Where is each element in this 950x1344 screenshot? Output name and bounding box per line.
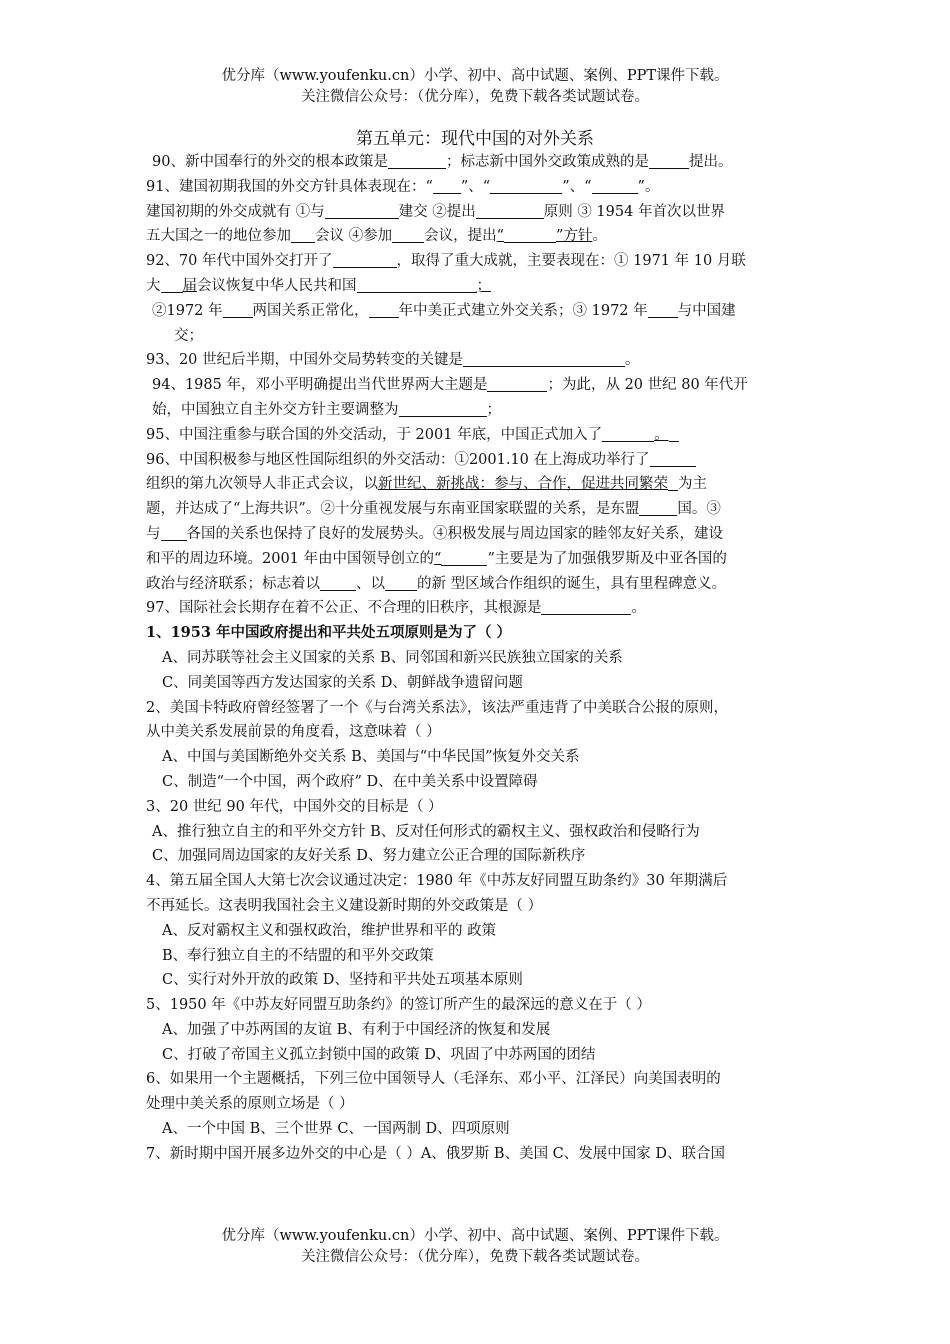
blank: [650, 450, 696, 467]
q3-options-ab: A、推行独立自主的和平外交方针 B、反对任何形式的霸权主义、强权政治和侵略行为: [152, 823, 700, 840]
question-3: 3、20 世纪 90 年代，中国外交的目标是（ ）: [146, 798, 443, 815]
blank: [291, 226, 315, 243]
blank: [223, 301, 253, 318]
blank: [602, 425, 654, 442]
line-96d: 与 各国的关系也保持了良好的发展势头。④积极发展与周边国家的睦邻友好关系，建设: [146, 525, 723, 542]
blank: [649, 152, 689, 169]
blank: [639, 499, 677, 516]
q2-options-ab: A、中国与美国断绝外交关系 B、美国与“中华民国”恢复外交关系: [162, 749, 580, 766]
blank: [648, 301, 678, 318]
q3-options-cd: C、加强同周边国家的友好关系 D、努力建立公正合理的国际新秩序: [152, 848, 586, 865]
question-2: 2、美国卡特政府曾经签署了一个《与台湾关系法》，该法严重违背了中美联合公报的原则，: [146, 699, 728, 716]
blank: [333, 251, 397, 268]
blank: [369, 301, 399, 318]
blank: [392, 226, 424, 243]
line-92b: 大 届会议恢复中华人民共和国 ；: [146, 277, 491, 294]
q4-option-a: A、反对霸权主义和强权政治，维护世界和平的 政策: [162, 922, 497, 939]
header-line-2: 关注微信公众号：（优分库），免费下载各类试题试卷。: [301, 89, 649, 105]
line-97: 97、国际社会长期存在着不公正、不合理的旧秩序，其根源是 。: [146, 600, 646, 617]
page-title: 第五单元：现代中国的对外关系: [356, 129, 594, 149]
line-96c: 题，并达成了“上海共识”。②十分重视发展与东南亚国家联盟的关系，是东盟 国。③: [146, 501, 721, 518]
blank: [441, 549, 487, 566]
blank: [161, 276, 183, 293]
blank: [669, 425, 679, 442]
header-line-1: 优分库（www.youfenku.cn）小学、初中、高中试题、案例、PPT课件下载。: [221, 68, 729, 84]
q5-options-ab: A、加强了中苏两国的友谊 B、有利于中国经济的恢复和发展: [162, 1021, 551, 1038]
blank: [476, 202, 544, 219]
q4-options-cd: C、实行对外开放的政策 D、坚持和平共处五项基本原则: [162, 972, 523, 989]
blank: [490, 177, 562, 194]
question-4: 4、第五届全国人大第七次会议通过决定：1980 年《中苏友好同盟互助条约》30 年期满后: [146, 873, 728, 890]
question-7: 7、新时期中国开展多边外交的中心是（ ）A、俄罗斯 B、美国 C、发展中国家 D、联合国: [146, 1145, 726, 1162]
line-92d: 交；: [174, 327, 203, 344]
q5-options-cd: C、打破了帝国主义孤立封锁中国的政策 D、巩固了中苏两国的团结: [162, 1046, 596, 1063]
blank: [325, 202, 399, 219]
question-6: 6、如果用一个主题概括，下列三位中国领导人（毛泽东、邓小平、江泽民）向美国表明的: [146, 1071, 721, 1088]
line-91b: 建国初期的外交成就有 ①与 建交 ②提出 原则 ③ 1954 年首次以世界: [146, 203, 725, 220]
line-96f: 政治与经济联系；标志着以 、以 的新 型区域合作组织的诞生，具有里程碑意义。: [146, 575, 727, 592]
page-footer: [0, 1226, 950, 1268]
footer-line-2: 关注微信公众号：（优分库），免费下载各类试题试卷。: [301, 1249, 649, 1265]
blank: [487, 375, 547, 392]
line-91: 91、建国初期我国的外交方针具体表现在：“ ”、“ ”、“ ”。: [146, 178, 660, 195]
document-body: [146, 150, 826, 1167]
blank: [161, 524, 187, 541]
blank: [385, 574, 417, 591]
line-96e: 和平的周边环境。2001 年由中国领导创立的“ ”主要是为了加强俄罗斯及中亚各国的: [146, 550, 727, 567]
line-95: 95、中国注重参与联合国的外交活动，于 2001 年底，中国正式加入了 。: [146, 423, 826, 448]
blank: [541, 598, 631, 615]
blank: [433, 177, 461, 194]
blank: [504, 226, 556, 243]
q4-option-b: B、奉行独立自主的不结盟的和平外交政策: [162, 947, 434, 964]
footer-line-1: 优分库（www.youfenku.cn）小学、初中、高中试题、案例、PPT课件下载。: [221, 1228, 729, 1244]
blank: [399, 400, 487, 417]
q2-options-cd: C、制造“一个中国，两个政府” D、在中美关系中设置障碍: [162, 773, 538, 790]
question-6-cont: 处理中美关系的原则立场是（ ）: [146, 1096, 354, 1113]
question-5: 5、1950 年《中苏友好同盟互助条约》的签订所产生的最深远的意义在于（ ）: [146, 997, 651, 1014]
line-96: 96、中国积极参与地区性国际组织的外交活动：①2001.10 在上海成功举行了: [146, 448, 826, 473]
blank: [668, 474, 678, 491]
line-92c: ②1972 年 两国关系正常化， 年中美正式建立外交关系；③ 1972 年 与中国建: [152, 302, 736, 319]
blank: [320, 574, 356, 591]
blank: [592, 177, 638, 194]
line-92: 92、70 年代中国外交打开了 ，取得了重大成就，主要表现在：① 1971 年 10 月联: [146, 253, 746, 270]
line-93: 93、20 世纪后半期，中国外交局势转变的关键是 。: [146, 352, 640, 369]
question-2-cont: 从中美关系发展前景的角度看，这意味着（ ）: [146, 724, 441, 741]
blank: [463, 350, 625, 367]
line-91c: 五大国之一的地位参加 会议 ④参加 会议，提出“ ”方针。: [146, 228, 607, 245]
q1-options-cd: C、同美国等西方发达国家的关系 D、朝鲜战争遗留问题: [162, 674, 523, 691]
q1-options-ab: A、同苏联等社会主义国家的关系 B、同邻国和新兴民族独立国家的关系: [162, 649, 623, 666]
line-94b: 始，中国独立自主外交方针主要调整为 ；: [152, 401, 501, 418]
line-96b: 组织的第九次领导人非正式会议，以新世纪、新挑战：参与、合作，促进共同繁荣 为主: [146, 476, 707, 493]
page-header: [0, 66, 950, 108]
line-90: 90、新中国奉行的外交的根本政策是 ；标志新中国外交政策成熟的是 提出。: [152, 154, 733, 170]
blank: [388, 152, 446, 169]
question-4-cont: 不再延长。这表明我国社会主义建设新时期的外交政策是（ ）: [146, 897, 543, 914]
q6-options: A、一个中国 B、三个世界 C、一国两制 D、四项原则: [162, 1121, 510, 1138]
question-1: 1、1953 年中国政府提出和平共处五项原则是为了（ ）: [146, 624, 512, 642]
blank: [357, 276, 477, 293]
line-94: 94、1985 年，邓小平明确提出当代世界两大主题是 ；为此，从 20 世纪 80 年代开: [152, 377, 748, 394]
